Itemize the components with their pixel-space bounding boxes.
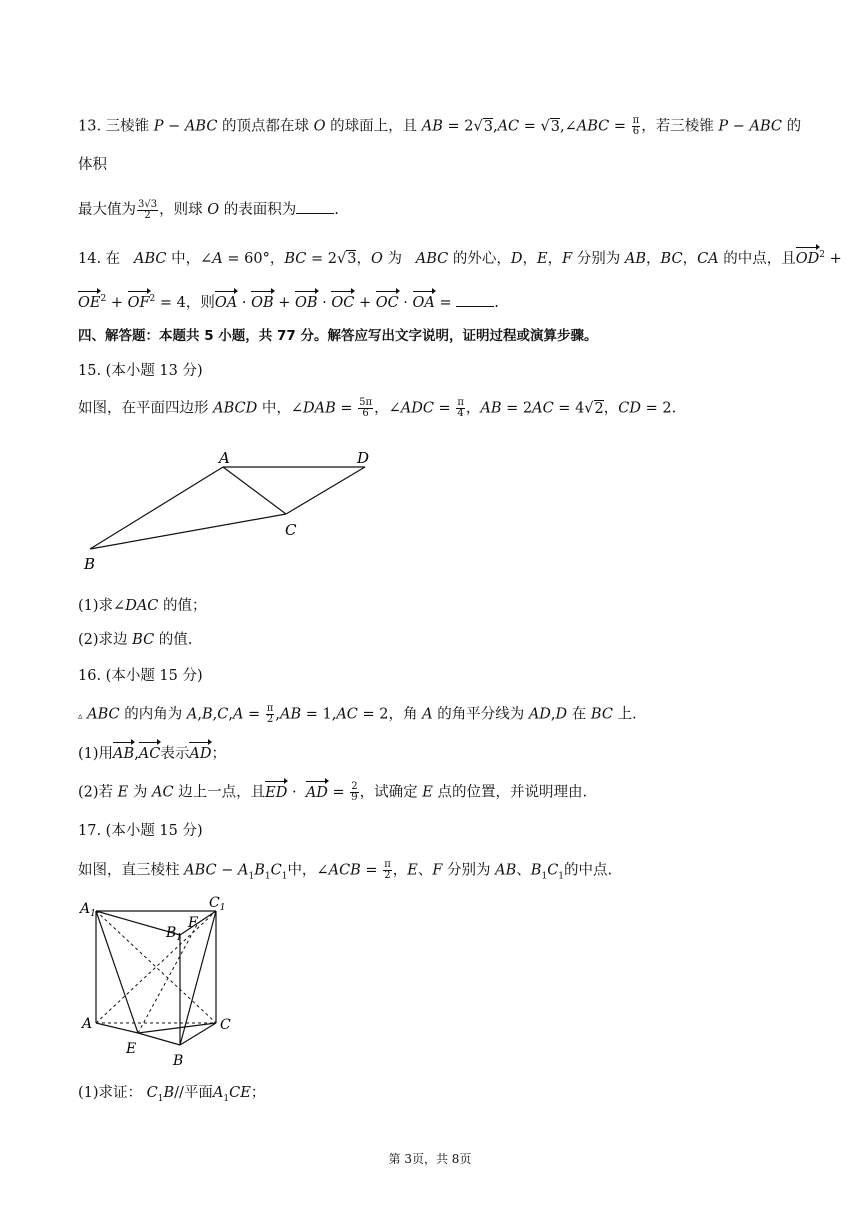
label-B: B bbox=[84, 555, 96, 573]
page-footer: 第 3页，共 8页 bbox=[388, 1152, 472, 1166]
q16-sub2: (2)若 E 为 AC 边上一点，且ED · AD = $\frac{2}{9}$ ，试确定 E 点的位置，并说明理由. bbox=[78, 781, 588, 803]
q13-line3: 最大值为 $\frac{3√3}{2}$ ，则球 O 的表面积为 . bbox=[78, 198, 339, 221]
q15-intro: 如图，在平面四边形 ABCD 中，∠DAB = $\frac{5\pi}{6}$ ，∠ADC = $\frac{\pi}{4}$ ，AB = 2AC = 4√2，CD = 2. bbox=[78, 397, 677, 419]
q17-intro: 如图，直三棱柱 ABC − $A_1B_1C_1$中，∠ACB = $\frac{\pi}{2}$ ，E、F 分别为 AB、$B_1C_1$的中点. bbox=[78, 859, 613, 882]
label-A: A bbox=[82, 1016, 93, 1032]
q17-header: 17. (本小题 15 分) bbox=[78, 823, 203, 839]
q15-figure bbox=[78, 444, 388, 574]
q14-line2: $OE^2 + OF^2 = 4$，则OA · OB + OB · OC + OC · OA = . bbox=[78, 289, 499, 313]
q17-figure bbox=[78, 893, 258, 1073]
label-B1: $B_1$ bbox=[166, 925, 183, 943]
q15-sub2: (2)求边 BC 的值. bbox=[78, 632, 193, 648]
q15-sub1: (1)求∠DAC 的值； bbox=[78, 598, 207, 614]
section-heading: 四、解答题：本题共 5 小题，共 77 分。解答应写出文字说明，证明过程或演算步骤。 bbox=[78, 328, 598, 344]
label-F: F bbox=[188, 915, 198, 931]
q16-line1: ▵ ABC 的内角为 A,B,C,A = $\frac{\pi}{2}$ ,AB = 1,AC = 2，角 A 的角平分线为 AD,D 在 BC 上. bbox=[78, 703, 637, 725]
answer-blank bbox=[456, 292, 494, 307]
q14-line1: 14. 在 ABC 中，∠A = 60°，BC = 2√3，O 为 ABC 的外心，D，E，F 分别为 AB，BC，CA 的中点，且$OD^2$ + bbox=[78, 250, 842, 267]
answer-blank bbox=[296, 199, 334, 214]
label-E: E bbox=[126, 1041, 137, 1057]
q17-sub1: (1)求证： $C_1B//$平面$A_1CE$； bbox=[78, 1085, 266, 1104]
label-C1: $C_1$ bbox=[209, 895, 226, 913]
label-C: C bbox=[220, 1017, 231, 1033]
q16-sub1: (1)用AB,AC表示AD； bbox=[78, 746, 226, 762]
label-A1: $A_1$ bbox=[80, 901, 96, 919]
q16-header: 16. (本小题 15 分) bbox=[78, 668, 203, 684]
label-A: A bbox=[219, 449, 230, 467]
label-B: B bbox=[173, 1053, 184, 1069]
label-D: D bbox=[357, 449, 370, 467]
q15-header: 15. (本小题 13 分) bbox=[78, 363, 203, 379]
q13-line2: 体积 bbox=[78, 157, 107, 173]
label-C: C bbox=[285, 521, 297, 539]
q13-line1: 13. 三棱锥 P − ABC 的顶点都在球 O 的球面上，且 AB = 2√3,AC = √3,∠ABC = $\frac{\pi}{6}$ ，若三棱锥 P − ABC 的 bbox=[78, 115, 802, 137]
